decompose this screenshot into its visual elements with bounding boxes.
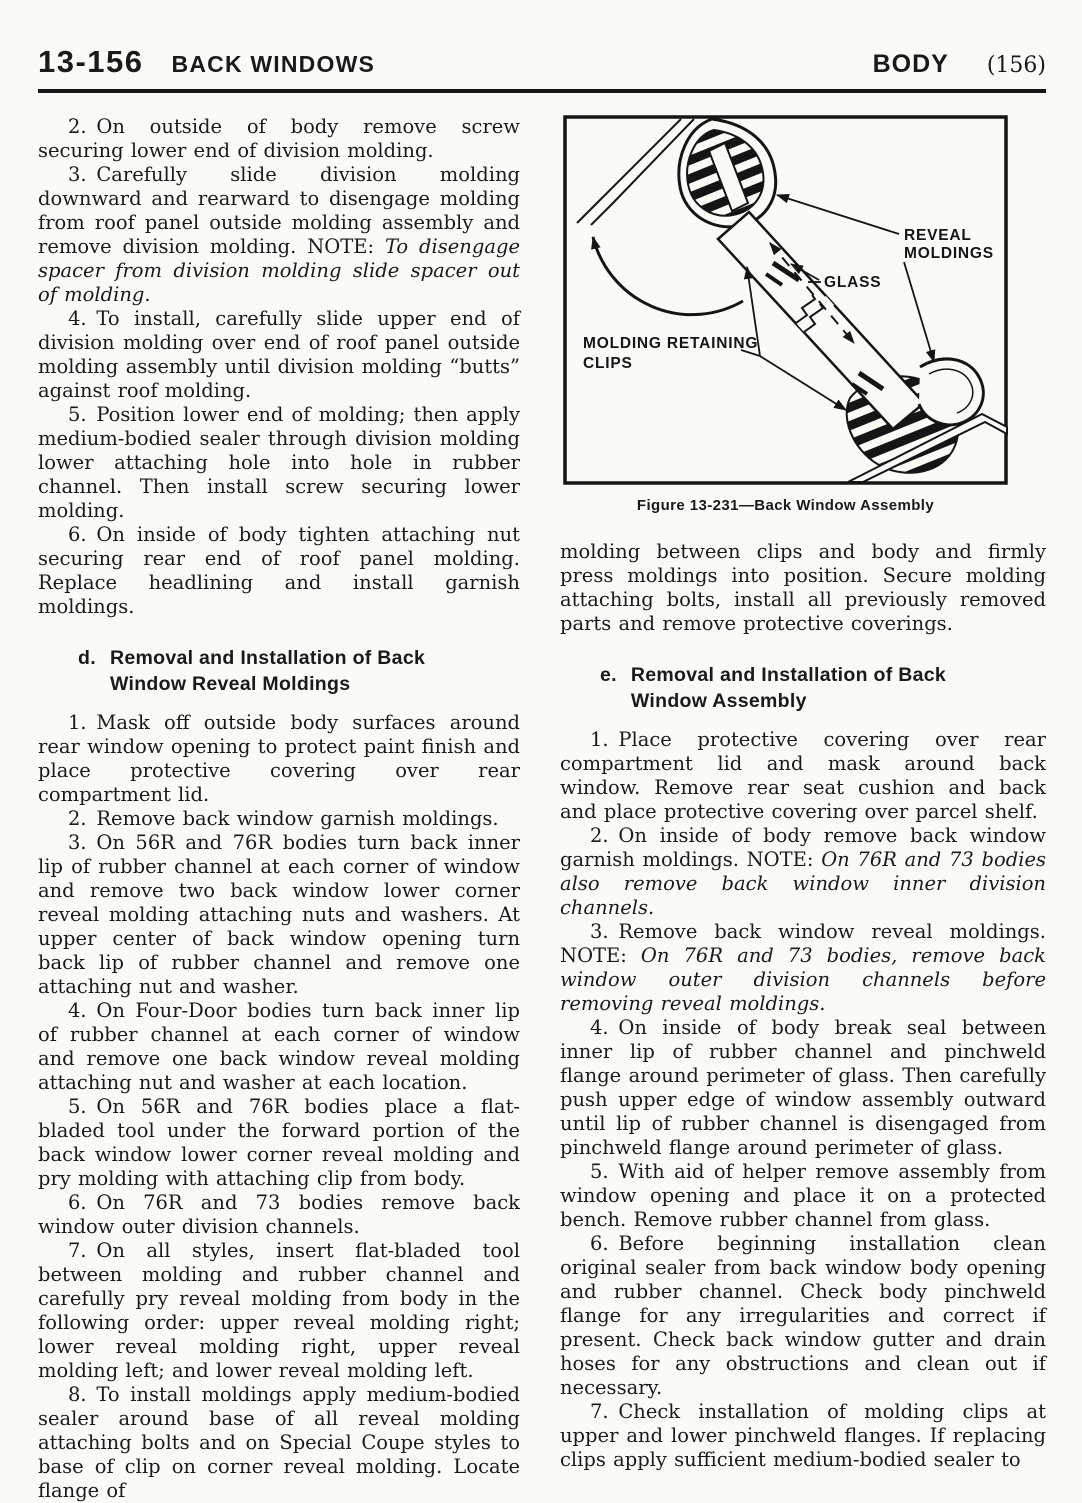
body-text: 1. Place protective covering over rear compartment lid and mask around back window. Remove rear seat cushion and back and place protective covering over parcel shelf. — [560, 728, 1046, 823]
body-text: 3. Remove back window reveal moldings. NOTE: — [560, 920, 1046, 967]
body-text: 3. On 56R and 76R bodies turn back inner lip of rubber channel at each corner of window and remove two back window lower corner reveal molding attaching nuts and washers. At upper center of back window opening turn back lip of rubber channel and remove one attaching nut and washer. — [38, 831, 520, 998]
body-text: 2. On outside of body remove screw securing lower end of division molding. — [38, 115, 520, 162]
paragraph — [38, 403, 520, 523]
page-number: (156) — [986, 53, 1046, 78]
paragraph — [38, 711, 520, 807]
reveal-moldings-label-line2: MOLDINGS — [904, 245, 994, 262]
body-text: 5. On 56R and 76R bodies place a flat-bladed tool under the forward portion of the back window lower corner reveal molding and pry molding with attaching clip from body. — [38, 1095, 520, 1190]
header-left — [38, 44, 375, 80]
paragraph — [560, 1160, 1046, 1232]
section-title: BACK WINDOWS — [171, 51, 376, 77]
paragraph — [38, 999, 520, 1095]
section-heading-line: Removal and Installation of Back — [630, 664, 947, 686]
body-text: 4. To install, carefully slide upper end of division molding over end of roof panel outside molding assembly until division molding “butts” against roof molding. — [38, 307, 520, 402]
figure — [562, 115, 1009, 514]
section-number: 13-156 — [38, 44, 144, 79]
body-text: 7. Check installation of molding clips at upper and lower pinchweld flanges. If replacing clips apply sufficient medium-bodied sealer to — [560, 1400, 1046, 1471]
paragraph — [38, 163, 520, 307]
body-text: molding between clips and body and firmly press moldings into position. Secure molding attaching bolts, install all previously removed parts and remove protective coverings. — [560, 540, 1046, 635]
body-text: 7. On all styles, insert flat-bladed tool between molding and rubber channel and carefully pry reveal molding from body in the following order: upper reveal molding right; lower reveal molding right, upper reveal molding left; and lower reveal molding left. — [38, 1239, 520, 1382]
back-window-assembly-illustration — [562, 115, 1009, 485]
section-heading — [560, 662, 1046, 714]
note-italic-text: On 76R and 73 bodies also remove back window inner division channels. — [560, 848, 1046, 919]
paragraph — [38, 1191, 520, 1239]
paragraph — [560, 1232, 1046, 1400]
section-heading-line: Removal and Installation of Back — [109, 647, 426, 669]
body-text: 1. Mask off outside body surfaces around rear window opening to protect paint finish and place protective covering over rear compartment lid. — [38, 711, 520, 806]
left-column — [38, 115, 520, 1503]
molding-retaining-clips-label-line2: CLIPS — [583, 355, 633, 372]
body-text: 6. Before beginning installation clean original sealer from back window body opening and rubber channel. Check body pinchweld flange for any irregularities and correct if present. Check back window gutter and drain hoses for any obstructions and clean out if necessary. — [560, 1232, 1046, 1399]
note-italic-text: On 76R and 73 bodies, remove back window outer division channels before removing reveal moldings. — [560, 944, 1046, 1015]
section-letter: d. — [78, 647, 96, 669]
paragraph — [560, 728, 1046, 824]
paragraph — [560, 1400, 1046, 1472]
paragraph — [38, 1095, 520, 1191]
section-heading-lines — [110, 645, 425, 697]
glass-label: GLASS — [824, 274, 882, 291]
body-text: 8. To install moldings apply medium-bodied sealer around base of all reveal molding attaching bolts and on Special Coupe styles to base of clip on corner reveal molding. Locate flange of — [38, 1383, 520, 1502]
running-title: BODY — [872, 50, 949, 78]
paragraph — [38, 1239, 520, 1383]
right-column-text — [560, 540, 1046, 1472]
paragraph — [38, 807, 520, 831]
body-text: 2. On inside of body remove back window garnish moldings. NOTE: — [560, 824, 1046, 871]
body-text: 4. On Four-Door bodies turn back inner lip of rubber channel at each corner of window and remove one back window reveal molding attaching nut and washer at each location. — [38, 999, 520, 1094]
body-text: 5. With aid of helper remove assembly from window opening and place it on a protected bench. Remove rubber channel from glass. — [560, 1160, 1046, 1231]
section-heading-lines — [631, 662, 946, 714]
body-text: 2. Remove back window garnish moldings. — [68, 807, 499, 830]
body-text: 6. On inside of body tighten attaching nut securing rear end of roof panel molding. Replace headlining and install garnish moldings. — [38, 523, 520, 618]
body-text: 6. On 76R and 73 bodies remove back window outer division channels. — [38, 1191, 520, 1238]
paragraph — [38, 115, 520, 163]
paragraph — [38, 831, 520, 999]
paragraph — [560, 824, 1046, 920]
content — [38, 115, 1046, 1503]
right-column — [560, 115, 1046, 1503]
body-text: 4. On inside of body break seal between inner lip of rubber channel and pinchweld flange around perimeter of glass. Then carefully push upper edge of window assembly outward until lip of rubber channel is disengaged from pinchweld flange around perimeter of glass. — [560, 1016, 1046, 1159]
molding-retaining-clips-label: MOLDING RETAINING — [583, 335, 759, 352]
body-text: 3. Carefully slide division molding downward and rearward to disengage molding from roof panel outside molding assembly and remove division molding. NOTE: — [38, 163, 520, 258]
note-italic-text: To disengage spacer from division molding slide spacer out of molding. — [38, 235, 520, 306]
section-heading-line: Window Reveal Moldings — [109, 673, 351, 695]
paragraph — [38, 1383, 520, 1503]
page-header — [38, 44, 1046, 93]
section-letter: e. — [600, 664, 617, 686]
paragraph — [38, 523, 520, 619]
paragraph — [560, 1016, 1046, 1160]
section-heading — [38, 645, 520, 697]
body-text: 5. Position lower end of molding; then apply medium-bodied sealer through division molding lower attaching hole into hole in rubber channel. Then install screw securing lower molding. — [38, 403, 520, 522]
reveal-moldings-label: REVEAL — [904, 227, 972, 244]
header-right — [873, 50, 1046, 79]
paragraph — [560, 540, 1046, 636]
paragraph — [38, 307, 520, 403]
paragraph — [560, 920, 1046, 1016]
figure-caption: Figure 13-231—Back Window Assembly — [636, 497, 935, 514]
section-heading-line: Window Assembly — [630, 690, 807, 712]
